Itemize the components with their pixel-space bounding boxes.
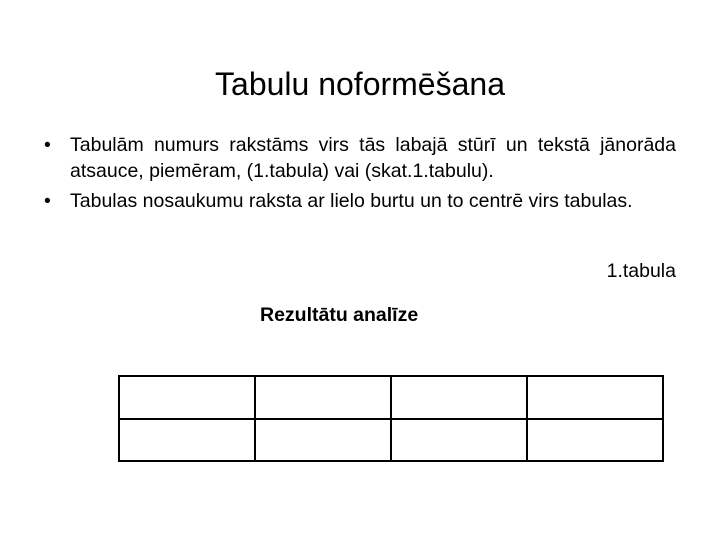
table-row xyxy=(119,376,663,419)
table-cell xyxy=(255,419,391,462)
bullet-text: Tabulas nosaukumu raksta ar lielo burtu un to centrē virs tabulas. xyxy=(70,190,633,212)
bullet-item xyxy=(44,132,676,184)
table-cell xyxy=(527,376,663,419)
bullet-item xyxy=(44,188,676,214)
table-cell xyxy=(119,376,255,419)
table-row xyxy=(119,419,663,462)
bullet-text: Tabulām numurs rakstāms virs tās labajā stūrī un tekstā jānorāda atsauce, piemēram, (1.tabula) vai (skat.1.tabulu). xyxy=(70,134,676,182)
empty-table xyxy=(118,375,664,462)
table-cell xyxy=(391,376,527,419)
table-caption: Rezultātu analīze xyxy=(260,304,419,326)
slide-title: Tabulu noformēšana xyxy=(215,66,505,102)
table-cell xyxy=(391,419,527,462)
bullet-dot-icon: • xyxy=(44,134,51,156)
bullet-list xyxy=(44,132,676,218)
table-cell xyxy=(255,376,391,419)
bullet-dot-icon: • xyxy=(44,190,51,212)
table-cell xyxy=(527,419,663,462)
table-number-label: 1.tabula xyxy=(606,260,676,282)
table-cell xyxy=(119,419,255,462)
